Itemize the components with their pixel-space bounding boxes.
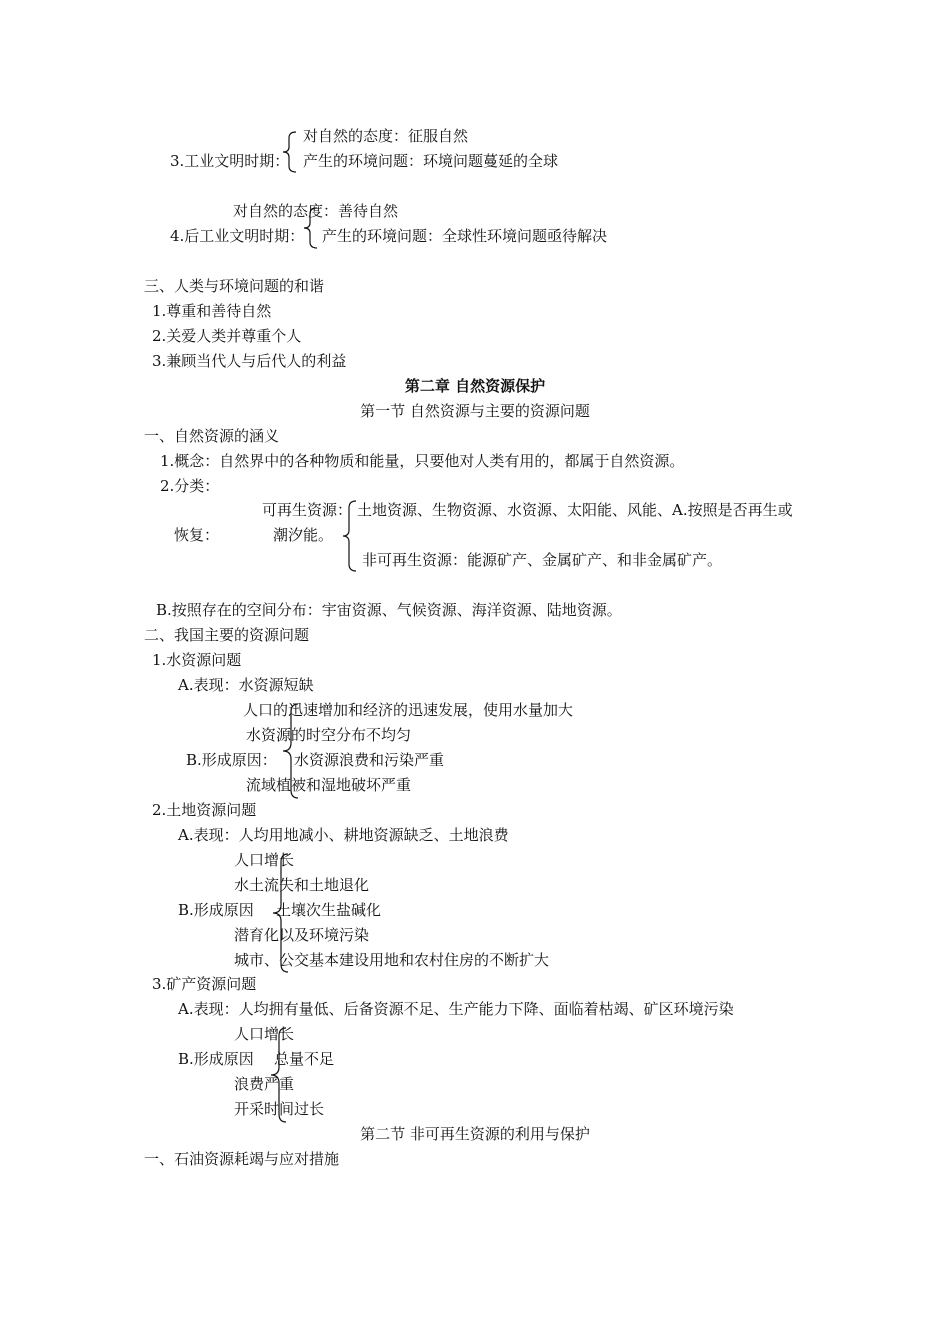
mineral-cause-3: 浪费严重 <box>234 1075 295 1093</box>
mineral-cause-4: 开采时间过长 <box>234 1100 325 1118</box>
era3-label: 3.工业文明时期： <box>170 152 290 170</box>
section3-item-1: 1.尊重和善待自然 <box>152 302 272 320</box>
water-cause-brace <box>282 703 300 799</box>
mineral-cause-1: 人口增长 <box>234 1025 295 1043</box>
classify-label: 2.分类： <box>160 477 220 495</box>
era4-brace <box>303 207 319 249</box>
concept-line: 1.概念：自然界中的各种物质和能量，只要他对人类有用的，都属于自然资源。 <box>160 452 685 470</box>
era4-attitude: 对自然的态度：善待自然 <box>233 202 399 220</box>
land-cause-label: B.形成原因 <box>178 901 254 919</box>
mineral-cause-brace <box>270 1027 288 1123</box>
tidal-label: 潮汐能。 <box>273 526 334 544</box>
land-cause-2: 水土流失和土地退化 <box>234 876 370 894</box>
era3-brace <box>282 131 298 173</box>
era3-attitude: 对自然的态度：征服自然 <box>303 127 469 145</box>
part1-heading: 一、自然资源的涵义 <box>144 427 280 445</box>
mineral-cause-label: B.形成原因 <box>178 1050 254 1068</box>
nonrenewable-line: 非可再生资源：能源矿产、金属矿产、和非金属矿产。 <box>362 551 723 569</box>
land-cause-4: 潜育化以及环境污染 <box>234 926 370 944</box>
spatial-line: B.按照存在的空间分布：宇宙资源、气候资源、海洋资源、陆地资源。 <box>156 601 622 619</box>
land-title: 2.土地资源问题 <box>152 801 257 819</box>
land-cause-5: 城市、公交基本建设用地和农村住房的不断扩大 <box>234 951 550 969</box>
renewable-prefix: 可再生资源： <box>262 501 353 519</box>
water-cause-4: 流域植被和湿地破坏严重 <box>246 776 412 794</box>
water-symptom: A.表现：水资源短缺 <box>178 676 314 694</box>
water-cause-label: B.形成原因： <box>186 751 277 769</box>
water-cause-1: 人口的迅速增加和经济的迅速发展，使用水量加大 <box>243 701 574 719</box>
era4-label: 4.后工业文明时期： <box>170 227 305 245</box>
mineral-symptom: A.表现：人均拥有量低、后备资源不足、生产能力下降、面临着枯竭、矿区环境污染 <box>178 1000 734 1018</box>
water-cause-2: 水资源的时空分布不均匀 <box>246 726 412 744</box>
water-title: 1.水资源问题 <box>152 651 242 669</box>
mineral-title: 3.矿产资源问题 <box>152 975 257 993</box>
chapter-title: 第二章 自然资源保护 <box>404 377 546 395</box>
era4-problem: 产生的环境问题：全球性环境问题亟待解决 <box>322 227 608 245</box>
water-cause-3: 水资源浪费和污染严重 <box>294 751 445 769</box>
part2-heading: 二、我国主要的资源问题 <box>144 626 310 644</box>
classify-brace <box>342 500 358 572</box>
section3-heading: 三、人类与环境问题的和谐 <box>144 277 325 295</box>
land-symptom: A.表现：人均用地减小、耕地资源缺乏、土地浪费 <box>178 826 509 844</box>
section3-item-2: 2.关爱人类并尊重个人 <box>152 327 302 345</box>
section2-title: 第二节 非可再生资源的利用与保护 <box>360 1125 590 1143</box>
land-cause-1: 人口增长 <box>234 851 295 869</box>
land-cause-3: 土壤次生盐碱化 <box>276 901 382 919</box>
era3-problem: 产生的环境问题：环境问题蔓延的全球 <box>303 152 559 170</box>
oil-heading: 一、石油资源耗竭与应对措施 <box>144 1150 340 1168</box>
recover-label: 恢复： <box>174 526 220 544</box>
renewable-items: 土地资源、生物资源、水资源、太阳能、风能、A.按照是否再生或 <box>357 501 793 519</box>
section3-item-3: 3.兼顾当代人与后代人的利益 <box>152 352 347 370</box>
land-cause-brace <box>272 853 290 973</box>
mineral-cause-2: 总量不足 <box>274 1050 335 1068</box>
section1-title: 第一节 自然资源与主要的资源问题 <box>360 402 590 420</box>
